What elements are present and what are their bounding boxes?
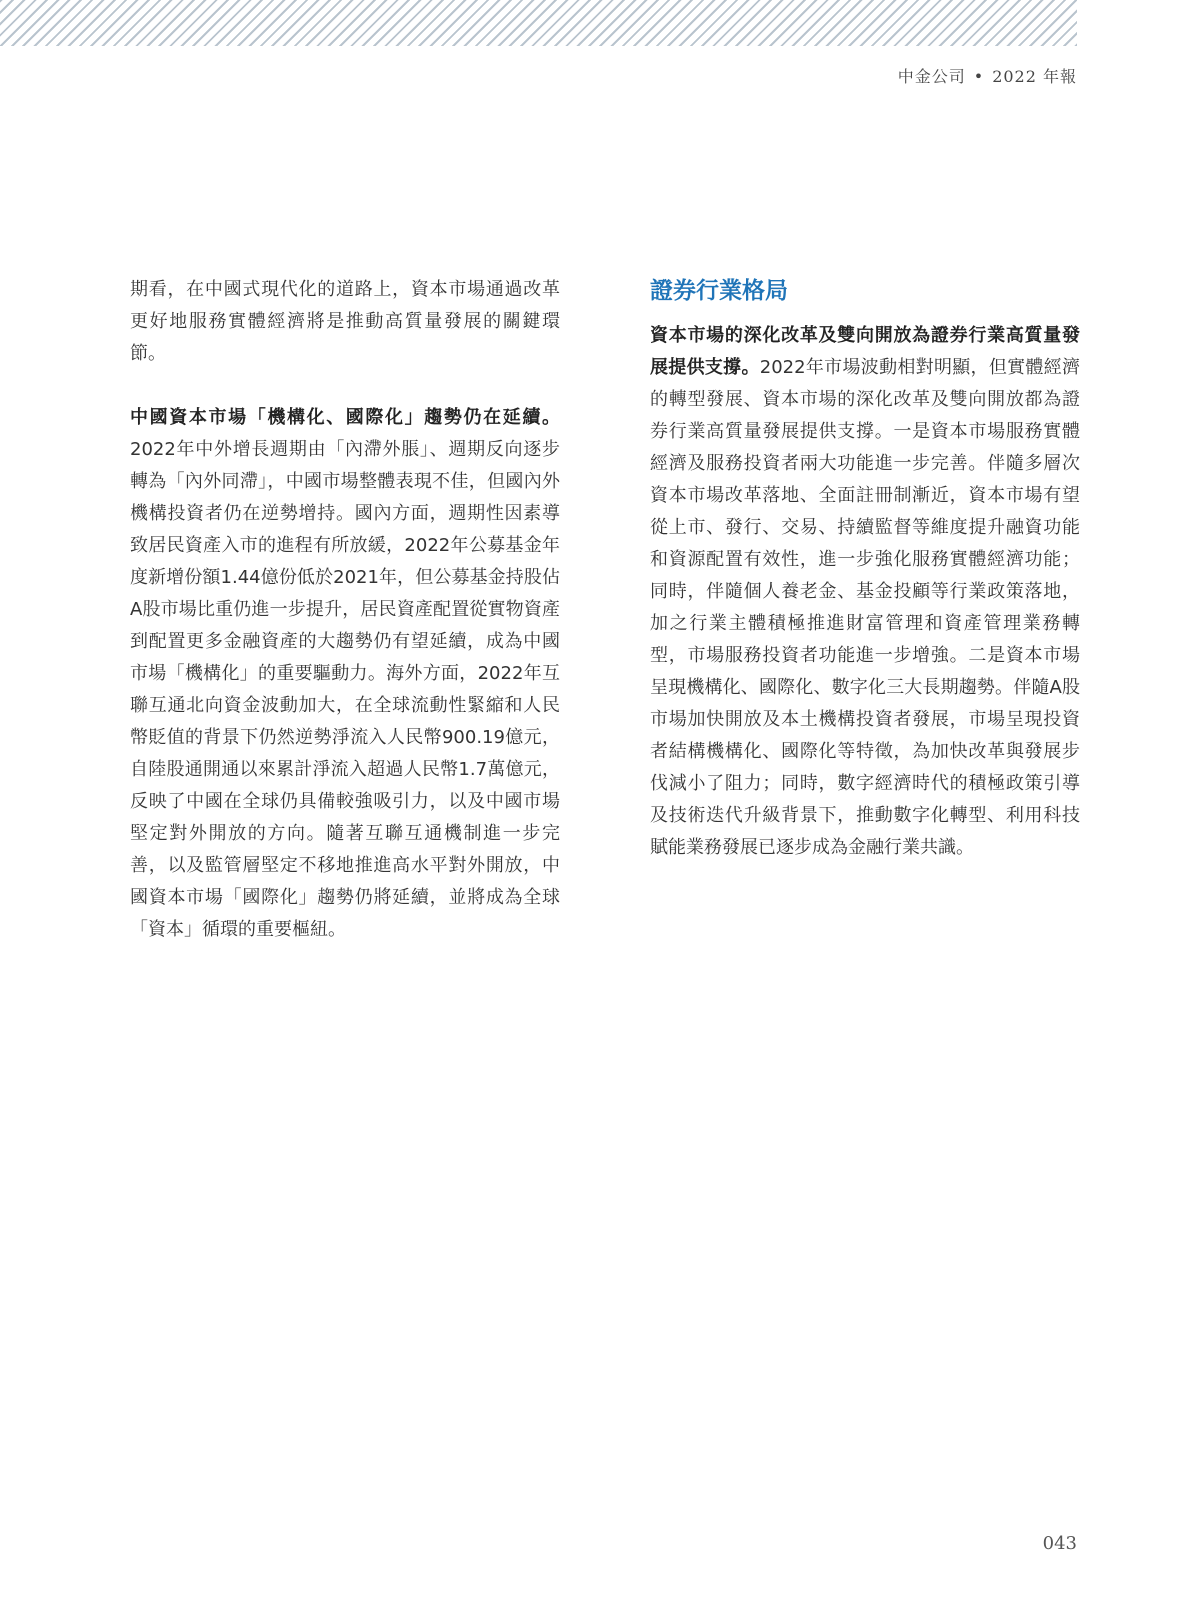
header-company: 中金公司 xyxy=(897,67,966,86)
header-report: 2022 年報 xyxy=(992,67,1077,86)
paragraph-intro: 期看，在中國式現代化的道路上，資本市場通過改革更好地服務實體經濟將是推動高質量發展的關鍵環節。 xyxy=(130,279,560,364)
paragraph-institutionalization xyxy=(130,402,560,946)
left-column xyxy=(130,274,560,946)
page-number: 043 xyxy=(1042,1533,1077,1554)
paragraph-lead: 資本市場的深化改革及雙向開放為證券行業高質量發展提供支撐。 xyxy=(650,325,1080,378)
paragraph-body: 2022年市場波動相對明顯，但實體經濟的轉型發展、資本市場的深化改革及雙向開放都為證券行業高質量發展提供支撐。一是資本市場服務實體經濟及服務投資者兩大功能進一步完善。伴隨多層次資本市場改革落地、全面註冊制漸近，資本市場有望從上市、發行、交易、持續監督等維度提升融資功能和資源配置有效性，進一步強化服務實體經濟功能；同時，伴隨個人養老金、基金投顧等行業政策落地，加之行業主體積極推進財富管理和資產管理業務轉型，市場服務投資者功能進一步增強。二是資本市場呈現機構化、國際化、數字化三大長期趨勢。伴隨A股市場加快開放及本土機構投資者發展，市場呈現投資者結構機構化、國際化等特徵，為加快改革與發展步伐減小了阻力；同時，數字經濟時代的積極政策引導及技術迭代升級背景下，推動數字化轉型、利用科技賦能業務發展已逐步成為金融行業共識。 xyxy=(650,357,1081,858)
decorative-striped-band xyxy=(0,0,1077,46)
right-column xyxy=(650,274,1080,864)
paragraph-body: 2022年中外增長週期由「內滯外脹」、週期反向逐步轉為「內外同滯」，中國市場整體表現不佳，但國內外機構投資者仍在逆勢增持。國內方面，週期性因素導致居民資產入市的進程有所放緩，2022年公募基金年度新增份額1.44億份低於2021年，但公募基金持股佔A股市場比重仍進一步提升，居民資產配置從實物資產到配置更多金融資產的大趨勢仍有望延續，成為中國市場「機構化」的重要驅動力。海外方面，2022年互聯互通北向資金波動加大，在全球流動性緊縮和人民幣貶值的背景下仍然逆勢淨流入人民幣900.19億元，自陸股通開通以來累計淨流入超過人民幣1.7萬億元，反映了中國在全球仍具備較強吸引力，以及中國市場堅定對外開放的方向。隨著互聯互通機制進一步完善，以及監管層堅定不移地推進高水平對外開放，中國資本市場「國際化」趨勢仍將延續，並將成為全球「資本」循環的重要樞紐。 xyxy=(130,439,560,940)
paragraph-industry-landscape xyxy=(650,320,1080,864)
header-separator: • xyxy=(973,67,985,86)
section-title: 證券行業格局 xyxy=(650,278,788,304)
paragraph-lead: 中國資本市場「機構化、國際化」趨勢仍在延續。 xyxy=(130,407,560,428)
running-header xyxy=(898,64,1077,87)
